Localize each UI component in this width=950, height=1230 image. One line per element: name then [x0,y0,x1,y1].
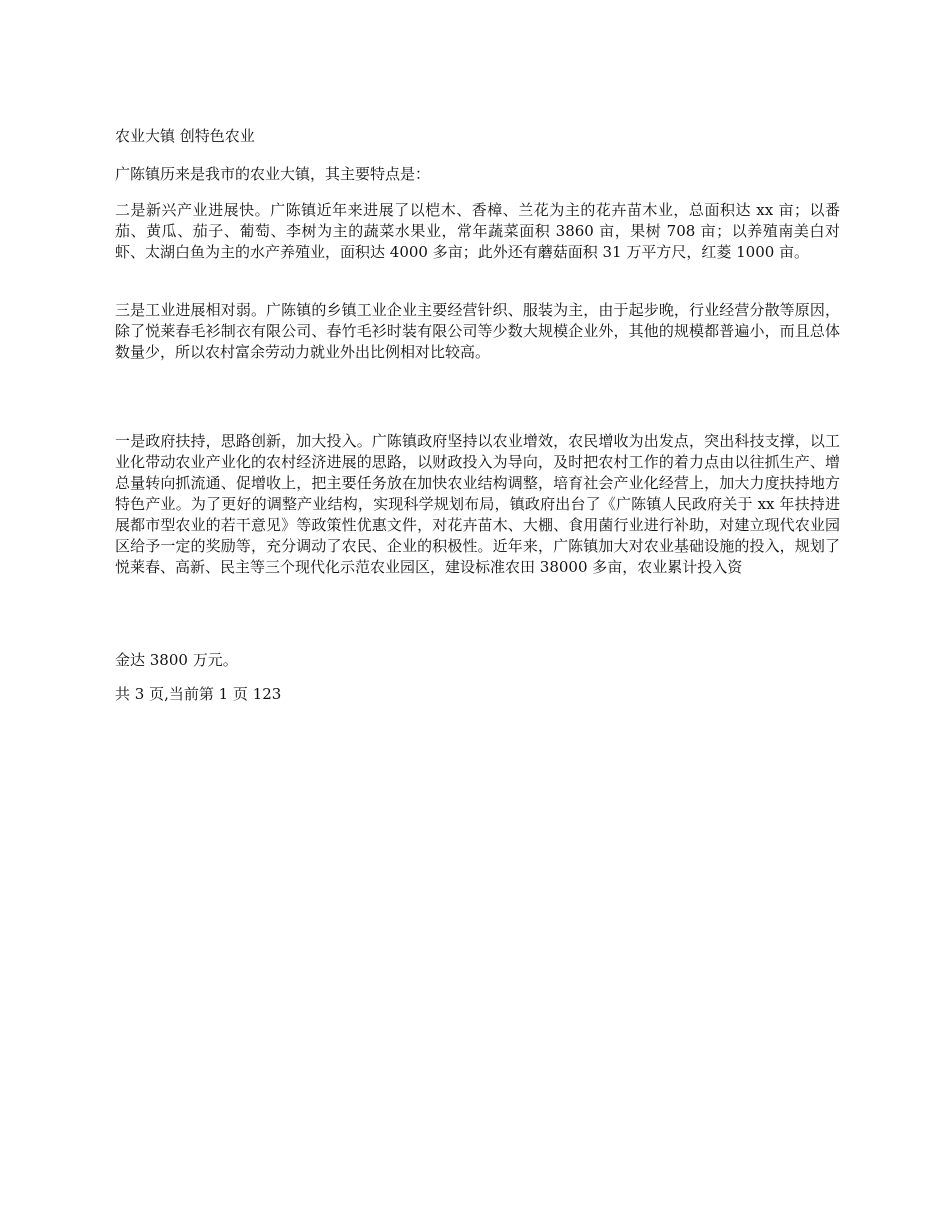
page-indicator: 共 3 页,当前第 1 页 123 [115,685,282,703]
paragraph-government-support: 一是政府扶持，思路创新，加大投入。广陈镇政府坚持以农业增效，农民增收为出发点，突出科技支撑，以工业化带动农业产业化的农村经济进展的思路，以财政投入为导向，及时把农村工作的着力点由以往抓生产、增总量转向抓流通、促增收上，把主要任务放在加快农业结构调整，培育社会产业化经营上，加大力度扶持地方特色产业。为了更好的调整产业结构，实现科学规划布局，镇政府出台了《广陈镇人民政府关于 xx 年扶持进展都市型农业的若干意见》等政策性优惠文件，对花卉苗木、大棚、食用菌行业进行补助，对建立现代农业园区给予一定的奖励等，充分调动了农民、企业的积极性。近年来，广陈镇加大对农业基础设施的投入，规划了悦莱春、高新、民主等三个现代化示范农业园区，建设标准农田 38000 多亩，农业累计投入资 [115,432,840,576]
paragraph-emerging-industry: 二是新兴产业进展快。广陈镇近年来进展了以桤木、香樟、兰花为主的花卉苗木业，总面积达 xx 亩；以番茄、黄瓜、茄子、葡萄、李树为主的蔬菜水果业，常年蔬菜面积 3860 亩，果树 708 亩；以养殖南美白对虾、太湖白鱼为主的水产养殖业，面积达 4000 多亩；此外还有蘑菇面积 31 万平方尺，红菱 1000 亩。 [115,201,840,261]
document-title: 农业大镇 创特色农业 [115,127,255,145]
paragraph-industry-weak: 三是工业进展相对弱。广陈镇的乡镇工业企业主要经营针织、服装为主，由于起步晚，行业经营分散等原因，除了悦莱春毛衫制衣有限公司、春竹毛衫时装有限公司等少数大规模企业外，其他的规模都普遍小，而且总体数量少，所以农村富余劳动力就业外出比例相对比较高。 [115,301,840,361]
intro-paragraph: 广陈镇历来是我市的农业大镇，其主要特点是： [115,165,431,183]
paragraph-investment-total: 金达 3800 万元。 [115,651,238,669]
